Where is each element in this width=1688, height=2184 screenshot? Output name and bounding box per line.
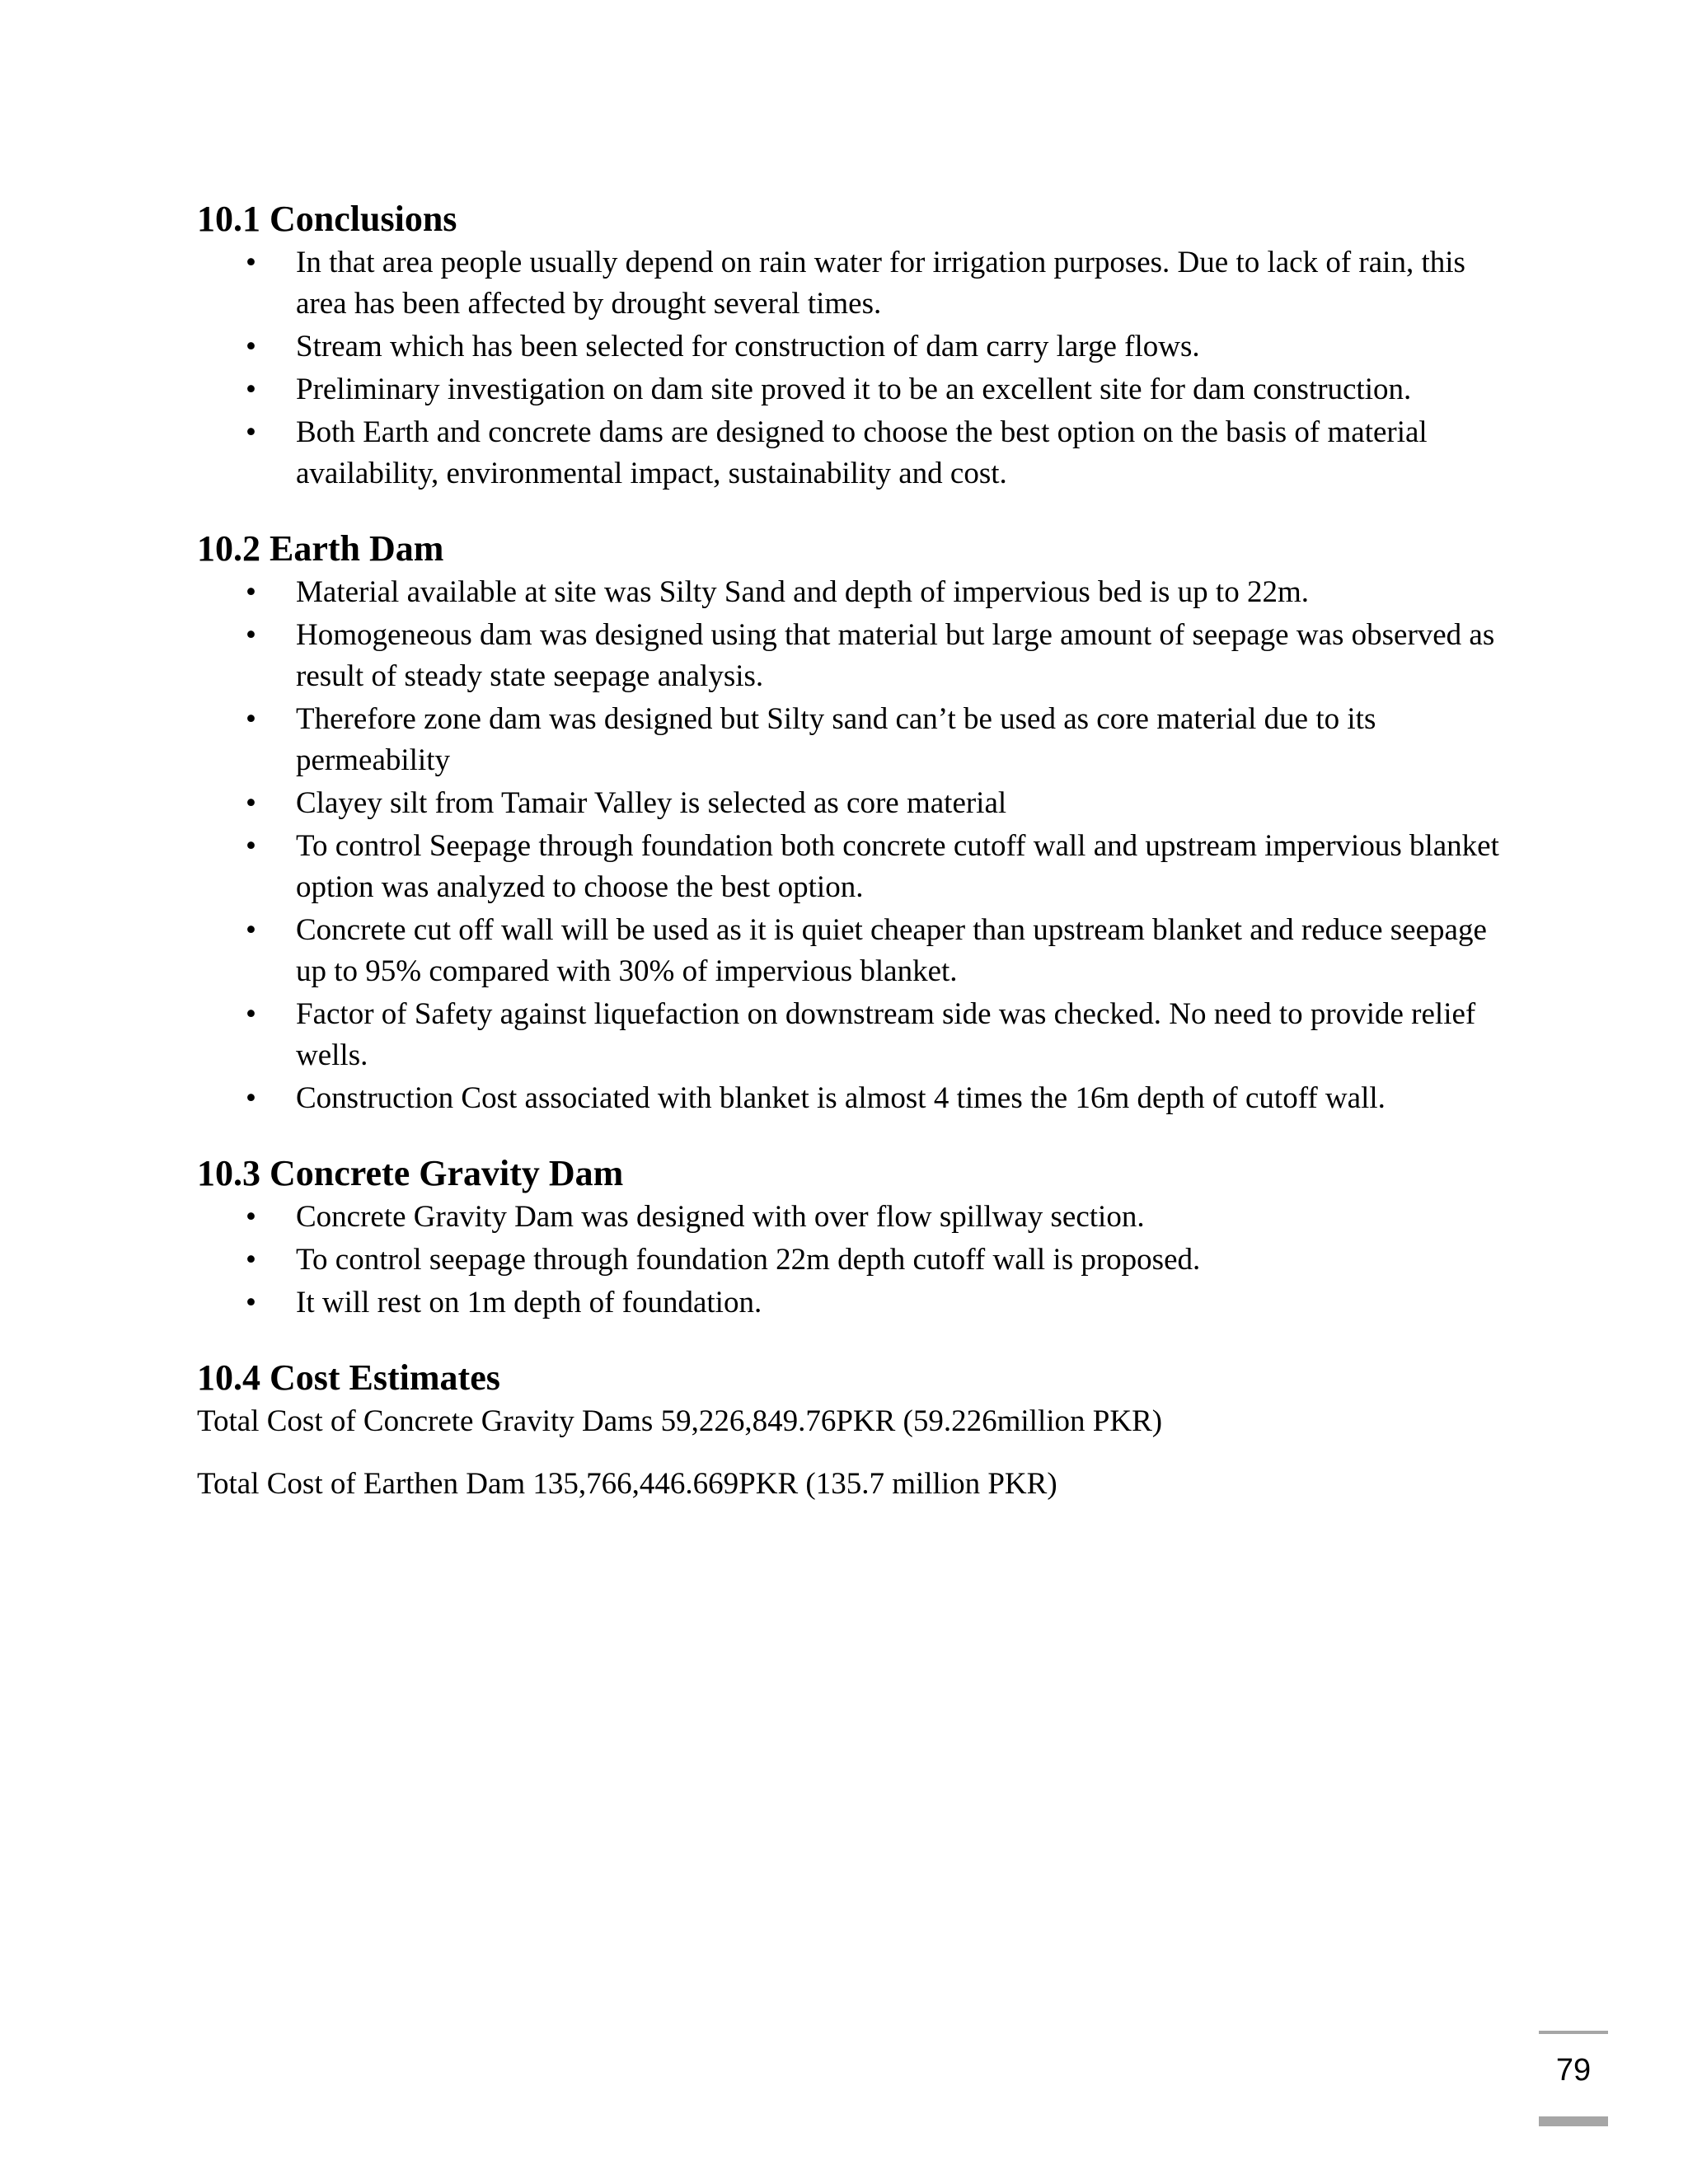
list-item-text: In that area people usually depend on rain water for irrigation purposes. Due to lack of rain, this area has been affected by drought several times. [296,246,1465,321]
list-item [197,242,1516,325]
bullet-icon: • [246,373,256,406]
list-item [197,910,1516,992]
bullet-icon: • [246,1243,256,1277]
list-item-text: Stream which has been selected for construction of dam carry large flows. [296,330,1200,363]
bullet-icon: • [246,330,256,363]
list-item [197,412,1516,494]
bullet-icon: • [246,1200,256,1234]
page-number-footer [1539,2031,1608,2128]
list-item [197,1282,1516,1324]
list-item [197,326,1516,368]
page-number-bar [1539,2116,1608,2126]
cost-line-concrete-gravity: Total Cost of Concrete Gravity Dams 59,226,849.76PKR (59.226million PKR) [197,1404,1163,1438]
section-heading: 10.3 Concrete Gravity Dam [197,1153,624,1193]
list-item-text: Construction Cost associated with blanket is almost 4 times the 16m depth of cutoff wall. [296,1081,1386,1115]
section-cost-estimates [197,1357,1516,1505]
bullet-icon: • [246,913,256,947]
list-item [197,369,1516,410]
bullet-list [197,1197,1516,1324]
bullet-icon: • [246,829,256,863]
list-item-text: Concrete Gravity Dam was designed with over flow spillway section. [296,1200,1145,1234]
list-item [197,572,1516,613]
bullet-icon: • [246,1286,256,1319]
list-item [197,615,1516,697]
list-item [197,699,1516,781]
list-item [197,994,1516,1076]
bullet-icon: • [246,575,256,609]
bullet-icon: • [246,415,256,449]
list-item-text: It will rest on 1m depth of foundation. [296,1286,762,1319]
list-item [197,1078,1516,1119]
list-item-text: Concrete cut off wall will be used as it is quiet cheaper than upstream blanket and reduce seepage up to 95% compared with 30% of impervious blanket. [296,913,1487,988]
page-content [197,198,1516,1538]
list-item-text: Clayey silt from Tamair Valley is selected as core material [296,786,1007,820]
list-item [197,826,1516,908]
section-conclusions [197,198,1516,494]
section-heading: 10.1 Conclusions [197,199,457,239]
list-item-text: Material available at site was Silty Sand and depth of impervious bed is up to 22m. [296,575,1309,609]
bullet-icon: • [246,1081,256,1115]
list-item-text: Factor of Safety against liquefaction on downstream side was checked. No need to provide relief wells. [296,997,1476,1072]
page-number: 79 [1555,2053,1592,2088]
list-item-text: Homogeneous dam was designed using that material but large amount of seepage was observed as result of steady state seepage analysis. [296,618,1495,693]
page-number-divider [1539,2031,1608,2034]
bullet-list [197,242,1516,494]
section-heading: 10.4 Cost Estimates [197,1357,500,1398]
section-heading: 10.2 Earth Dam [197,528,444,569]
section-earth-dam [197,527,1516,1119]
list-item [197,1240,1516,1281]
list-item-text: Preliminary investigation on dam site proved it to be an excellent site for dam construction. [296,373,1412,406]
bullet-list [197,572,1516,1119]
section-concrete-gravity-dam [197,1152,1516,1324]
list-item-text: To control seepage through foundation 22m depth cutoff wall is proposed. [296,1243,1201,1277]
list-item [197,1197,1516,1238]
bullet-icon: • [246,246,256,279]
list-item-text: Both Earth and concrete dams are designed to choose the best option on the basis of material availability, environmental impact, sustainability and cost. [296,415,1428,490]
cost-line-earthen: Total Cost of Earthen Dam 135,766,446.669PKR (135.7 million PKR) [197,1467,1057,1501]
bullet-icon: • [246,618,256,652]
bullet-icon: • [246,997,256,1031]
list-item-text: To control Seepage through foundation both concrete cutoff wall and upstream impervious blanket option was analyzed to choose the best option. [296,829,1499,904]
list-item [197,783,1516,824]
bullet-icon: • [246,786,256,820]
list-item-text: Therefore zone dam was designed but Silty sand can’t be used as core material due to its permeability [296,702,1376,777]
bullet-icon: • [246,702,256,736]
